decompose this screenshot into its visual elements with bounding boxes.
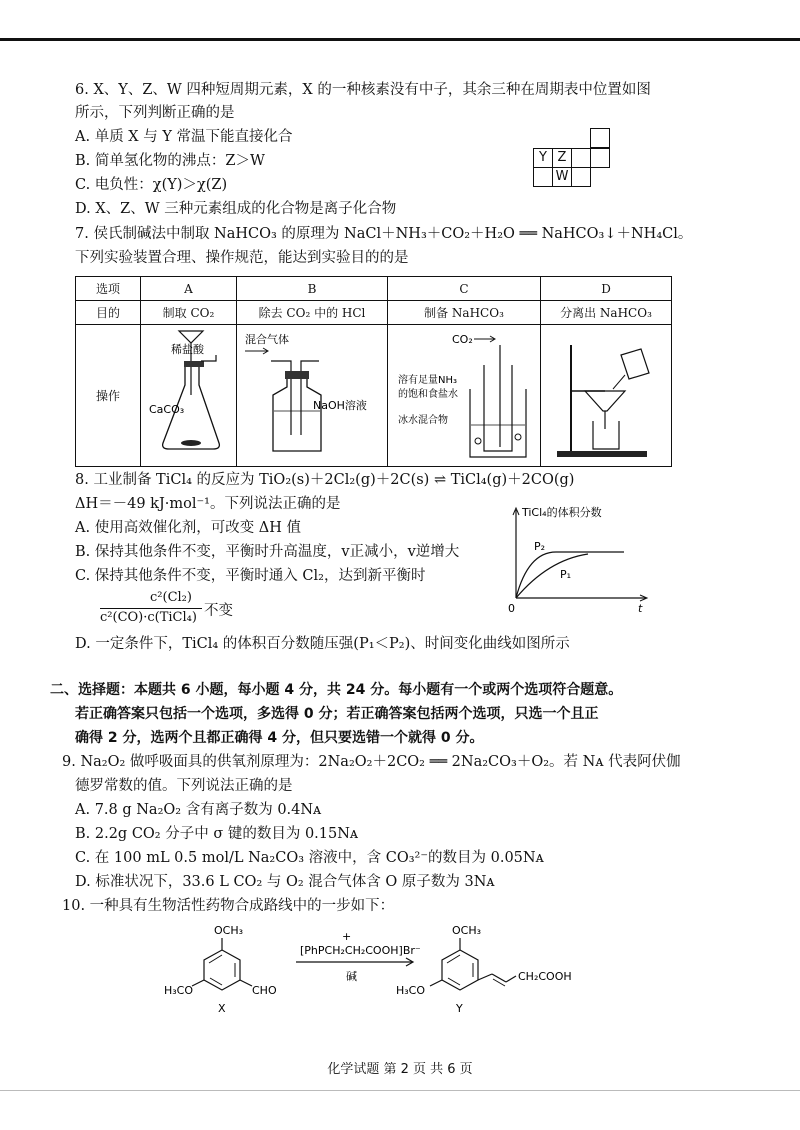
periodic-cell-y: Y xyxy=(533,148,553,168)
table-row-operation xyxy=(76,325,672,467)
reagent-plus: + xyxy=(342,930,352,943)
x-h3co-label: H₃CO xyxy=(164,984,194,997)
q8-graph xyxy=(498,496,668,620)
molecule-x xyxy=(164,924,277,1015)
periodic-cell-empty xyxy=(590,128,610,148)
bottom-rule xyxy=(0,1090,800,1091)
q9-option-a: A. 7.8 g Na₂O₂ 含有离子数为 0.4Nᴀ xyxy=(75,802,322,818)
section-2-line1: 二、选择题：本题共 6 小题，每小题 4 分，共 24 分。每小题有一个或两个选项符合题意。 xyxy=(50,682,623,698)
y-ch2cooh-label: CH₂COOH xyxy=(518,970,572,983)
molecule-y xyxy=(396,924,572,1015)
reaction-arrow xyxy=(296,930,421,983)
q9-option-c: C. 在 100 mL 0.5 mol/L Na₂CO₃ 溶液中，含 CO₃²⁻的数目为 0.05Nᴀ xyxy=(75,850,544,866)
apparatus-c-reaction xyxy=(388,325,540,463)
q9-stem-line1: 9. Na₂O₂ 做呼吸面具的供氧剂原理为：2Na₂O₂＋2CO₂ ══ 2Na₂CO₃＋O₂。若 Nᴀ 代表阿伏伽 xyxy=(62,754,681,770)
caco3-label: CaCO₃ xyxy=(149,403,185,416)
nh3-solution-label-1: 溶有足量NH₃ xyxy=(398,375,458,386)
apparatus-b-wash-bottle xyxy=(237,325,387,463)
q6-option-b: B. 简单氢化物的沸点：Z＞W xyxy=(75,153,265,169)
apparatus-b-cell xyxy=(237,325,388,467)
q9-stem-line2: 德罗常数的值。下列说法正确的是 xyxy=(75,778,293,794)
acid-label: 稀盐酸 xyxy=(171,343,204,356)
q10-stem: 10. 一种具有生物活性药物合成路线中的一步如下： xyxy=(62,898,395,914)
q7-stem-line1: 7. 侯氏制碱法中制取 NaHCO₃ 的原理为 NaCl＋NH₃＋CO₂＋H₂O ══ NaHCO₃↓＋NH₄Cl。 xyxy=(75,226,693,242)
graph-ylabel: TiCl₄的体积分数 xyxy=(522,506,602,519)
q7-stem-line2: 下列实验装置合理、操作规范，能达到实验目的的是 xyxy=(75,250,409,266)
periodic-cell-empty xyxy=(533,167,553,187)
reagent-label: [PhPCH₂CH₂COOH]Br⁻ xyxy=(300,944,421,957)
page-footer: 化学试题 第 2 页 共 6 页 xyxy=(327,1062,473,1077)
condition-label: 碱 xyxy=(346,970,357,983)
q6-stem-line1: 6. X、Y、Z、W 四种短周期元素，X 的一种核素没有中子，其余三种在周期表中位置如图 xyxy=(75,82,651,98)
mixed-gas-label: 混合气体 xyxy=(245,333,289,346)
q8-option-c: C. 保持其他条件不变，平衡时通入 Cl₂，达到新平衡时 xyxy=(75,568,426,584)
table-cell: D xyxy=(541,277,672,301)
fraction-bar xyxy=(100,608,202,609)
curve-p2-label: P₂ xyxy=(534,540,546,553)
q9-option-b: B. 2.2g CO₂ 分子中 σ 键的数目为 0.15Nᴀ xyxy=(75,826,359,842)
q8-option-d: D. 一定条件下，TiCl₄ 的体积百分数随压强(P₁＜P₂)、时间变化曲线如图所示 xyxy=(75,636,570,652)
table-cell: 分离出 NaHCO₃ xyxy=(541,301,672,325)
table-cell: 操作 xyxy=(76,325,141,467)
section-2-line2: 若正确答案只包括一个选项，多选得 0 分；若正确答案包括两个选项，只选一个且正 xyxy=(75,706,599,722)
ice-bath-label: 冰水混合物 xyxy=(398,415,448,426)
curve-p1-label: P₁ xyxy=(560,568,572,581)
experiment-table xyxy=(75,276,672,467)
q6-option-c: C. 电负性：χ(Y)＞χ(Z) xyxy=(75,177,228,193)
y-h3co-label: H₃CO xyxy=(396,984,426,997)
q6-option-a: A. 单质 X 与 Y 常温下能直接化合 xyxy=(75,129,293,145)
co2-label: CO₂ xyxy=(452,333,473,346)
section-2-line3: 确得 2 分，选两个且都正确得 4 分，但只要选错一个就得 0 分。 xyxy=(75,730,484,746)
table-cell: 除去 CO₂ 中的 HCl xyxy=(237,301,388,325)
fraction-denominator: c²(CO)·c(TiCl₄) xyxy=(100,610,197,625)
y-label: Y xyxy=(456,1002,463,1015)
periodic-cell-empty xyxy=(571,148,591,168)
apparatus-d-filtration xyxy=(541,325,671,463)
periodic-cell-empty xyxy=(571,167,591,187)
table-row-header xyxy=(76,277,672,301)
graph-xlabel: t xyxy=(638,602,643,615)
q8-option-a: A. 使用高效催化剂，可改变 ΔH 值 xyxy=(75,520,302,536)
apparatus-d-cell xyxy=(541,325,672,467)
apparatus-a-flask xyxy=(141,325,236,463)
table-row-purpose xyxy=(76,301,672,325)
table-cell: 选项 xyxy=(76,277,141,301)
fraction-tail: 不变 xyxy=(204,603,233,619)
q6-stem-line2: 所示，下列判断正确的是 xyxy=(75,105,235,121)
apparatus-c-cell xyxy=(388,325,541,467)
y-och3-label: OCH₃ xyxy=(452,924,482,937)
q10-reaction-scheme xyxy=(160,918,580,1030)
q8-stem-line1: 8. 工业制备 TiCl₄ 的反应为 TiO₂(s)＋2Cl₂(g)＋2C(s) ⇌ TiCl₄(g)＋2CO(g) xyxy=(75,472,575,488)
table-cell: 制备 NaHCO₃ xyxy=(388,301,541,325)
table-cell: 目的 xyxy=(76,301,141,325)
x-och3-label: OCH₃ xyxy=(214,924,244,937)
top-rule xyxy=(0,38,800,41)
table-cell: A xyxy=(141,277,237,301)
graph-origin: 0 xyxy=(508,602,515,615)
table-cell: 制取 CO₂ xyxy=(141,301,237,325)
q6-option-d: D. X、Z、W 三种元素组成的化合物是离子化合物 xyxy=(75,201,397,217)
apparatus-a-cell xyxy=(141,325,237,467)
curve-p1 xyxy=(516,554,588,598)
x-cho-label: CHO xyxy=(252,984,277,997)
table-cell: C xyxy=(388,277,541,301)
periodic-cell-z: Z xyxy=(552,148,572,168)
naoh-label: NaOH溶液 xyxy=(313,399,367,412)
q8-option-b: B. 保持其他条件不变，平衡时升高温度，v正减小，v逆增大 xyxy=(75,544,460,560)
x-label: X xyxy=(218,1002,226,1015)
table-cell: B xyxy=(237,277,388,301)
q8-stem-line2: ΔH＝－49 kJ·mol⁻¹。下列说法正确的是 xyxy=(75,496,341,512)
periodic-cell-empty xyxy=(590,148,610,168)
q9-option-d: D. 标准状况下，33.6 L CO₂ 与 O₂ 混合气体含 O 原子数为 3Nᴀ xyxy=(75,874,495,890)
periodic-cell-w: W xyxy=(552,167,572,187)
fraction-numerator: c²(Cl₂) xyxy=(150,590,192,605)
nh3-solution-label-2: 的饱和食盐水 xyxy=(398,389,458,400)
